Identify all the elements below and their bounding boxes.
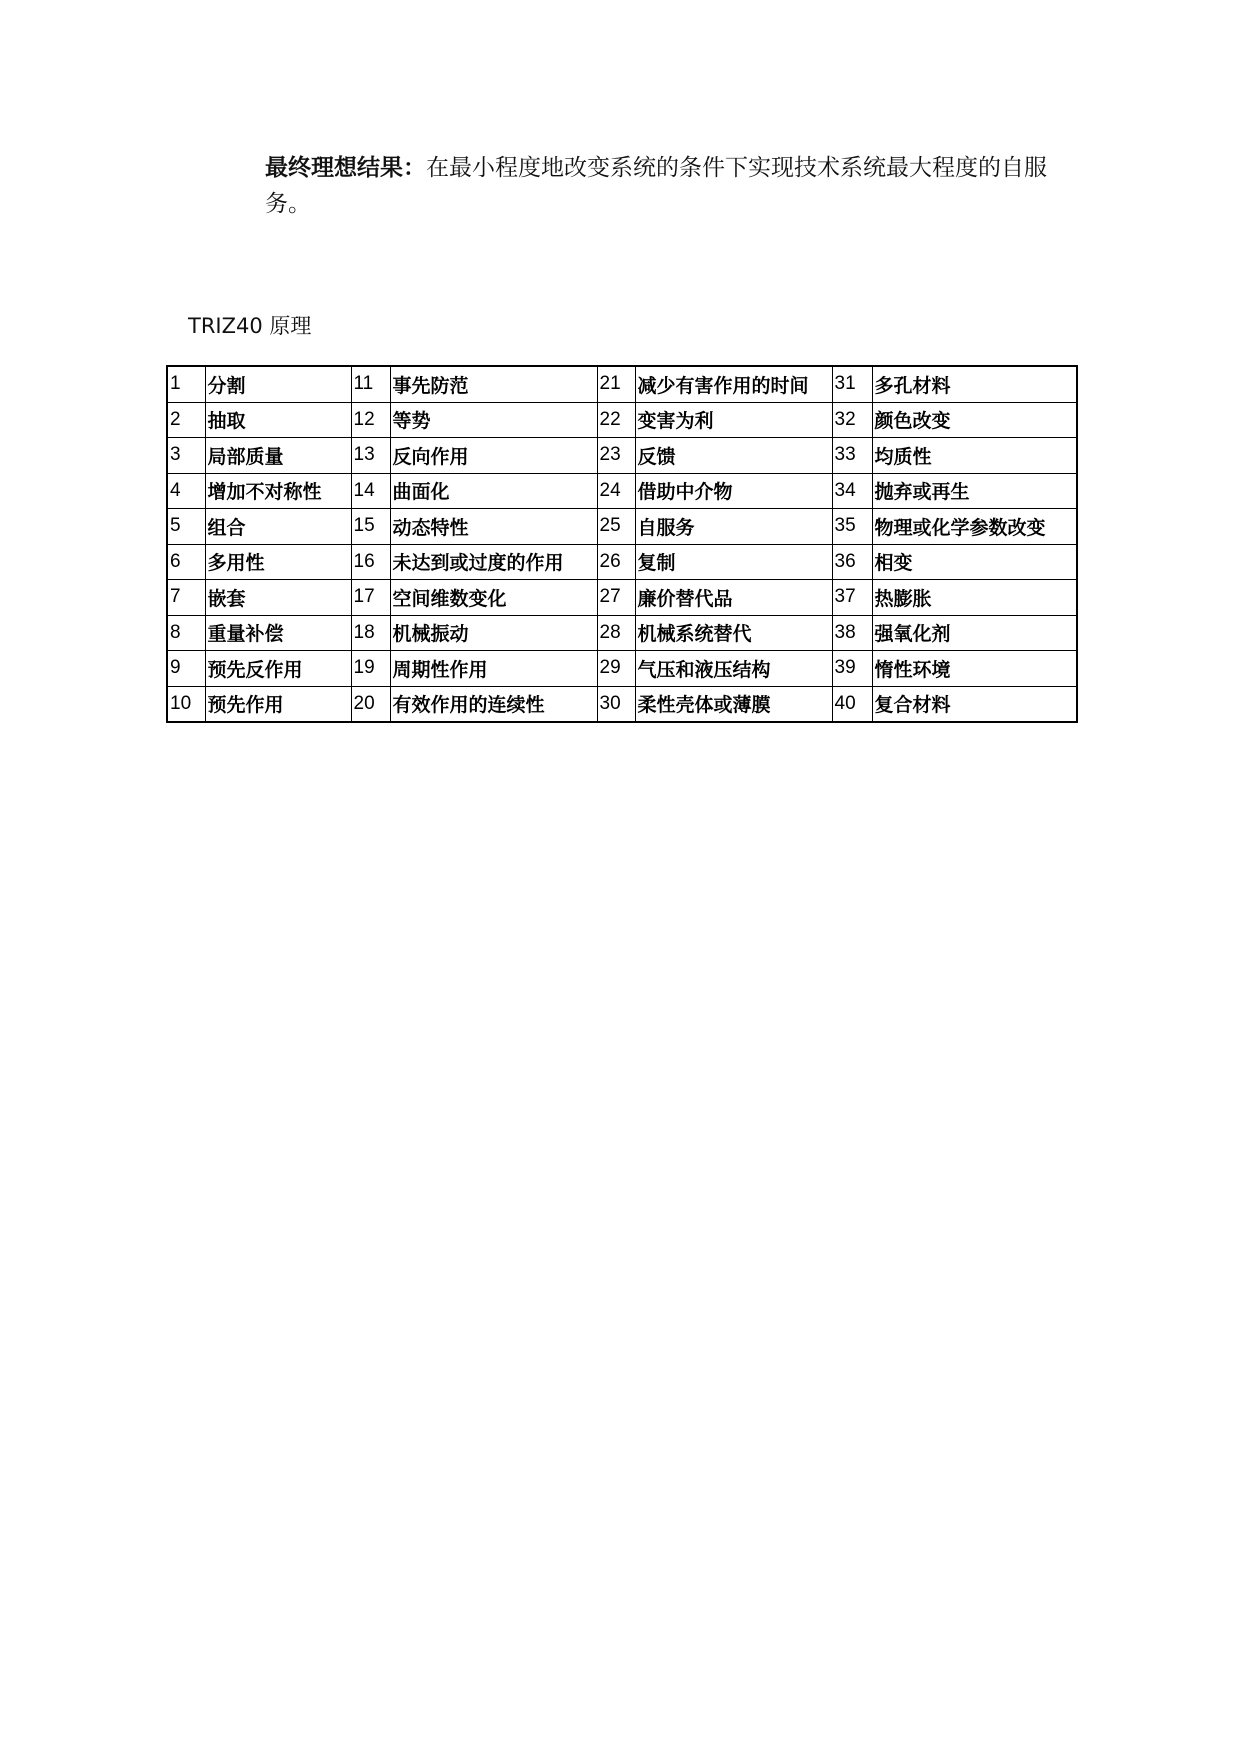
principle-number: 14 — [351, 473, 390, 509]
principle-name: 强氧化剂 — [872, 615, 1077, 651]
principle-number: 31 — [832, 366, 872, 402]
table-row — [167, 615, 1077, 651]
table-row — [167, 544, 1077, 580]
principle-name: 相变 — [872, 544, 1077, 580]
principle-number: 2 — [167, 402, 205, 438]
section-title: TRIZ40 原理 — [188, 314, 312, 338]
principle-name: 抽取 — [205, 402, 351, 438]
principle-name: 多用性 — [205, 544, 351, 580]
principle-number: 11 — [351, 366, 390, 402]
principle-name: 均质性 — [872, 438, 1077, 474]
principle-name: 惰性环境 — [872, 651, 1077, 687]
principle-number: 3 — [167, 438, 205, 474]
table-row — [167, 686, 1077, 722]
principle-number: 9 — [167, 651, 205, 687]
principle-number: 35 — [832, 509, 872, 545]
principle-name: 等势 — [390, 402, 597, 438]
principle-number: 32 — [832, 402, 872, 438]
principle-number: 29 — [597, 651, 635, 687]
principle-name: 物理或化学参数改变 — [872, 509, 1077, 545]
principle-name: 廉价替代品 — [635, 580, 832, 616]
principle-number: 17 — [351, 580, 390, 616]
principle-name: 气压和液压结构 — [635, 651, 832, 687]
principle-name: 自服务 — [635, 509, 832, 545]
principle-name: 柔性壳体或薄膜 — [635, 686, 832, 722]
principle-name: 减少有害作用的时间 — [635, 366, 832, 402]
principle-name: 空间维数变化 — [390, 580, 597, 616]
principle-number: 8 — [167, 615, 205, 651]
principle-name: 热膨胀 — [872, 580, 1077, 616]
principle-name: 动态特性 — [390, 509, 597, 545]
principle-number: 36 — [832, 544, 872, 580]
principle-name: 颜色改变 — [872, 402, 1077, 438]
principle-name: 事先防范 — [390, 366, 597, 402]
principle-number: 27 — [597, 580, 635, 616]
principle-number: 22 — [597, 402, 635, 438]
principle-number: 33 — [832, 438, 872, 474]
ideal-result-text: 在最小程度地改变系统的条件下实现技术系统最大程度的自服务。 — [265, 155, 1047, 217]
principle-name: 曲面化 — [390, 473, 597, 509]
principle-name: 机械振动 — [390, 615, 597, 651]
principle-number: 40 — [832, 686, 872, 722]
principle-name: 反向作用 — [390, 438, 597, 474]
ideal-result-paragraph — [265, 150, 1065, 222]
principle-number: 25 — [597, 509, 635, 545]
principle-number: 30 — [597, 686, 635, 722]
principle-name: 反馈 — [635, 438, 832, 474]
principle-number: 6 — [167, 544, 205, 580]
principle-name: 复合材料 — [872, 686, 1077, 722]
principle-name: 预先反作用 — [205, 651, 351, 687]
principle-number: 24 — [597, 473, 635, 509]
table-row — [167, 509, 1077, 545]
principle-number: 1 — [167, 366, 205, 402]
principle-number: 18 — [351, 615, 390, 651]
triz-principles-table — [166, 365, 1078, 723]
principle-name: 嵌套 — [205, 580, 351, 616]
principle-number: 15 — [351, 509, 390, 545]
principle-number: 23 — [597, 438, 635, 474]
principle-number: 28 — [597, 615, 635, 651]
principle-name: 借助中介物 — [635, 473, 832, 509]
principle-name: 预先作用 — [205, 686, 351, 722]
principle-name: 机械系统替代 — [635, 615, 832, 651]
principle-number: 20 — [351, 686, 390, 722]
principle-number: 5 — [167, 509, 205, 545]
principle-number: 19 — [351, 651, 390, 687]
table-row — [167, 366, 1077, 402]
principle-number: 38 — [832, 615, 872, 651]
principle-name: 增加不对称性 — [205, 473, 351, 509]
principle-number: 26 — [597, 544, 635, 580]
principle-name: 复制 — [635, 544, 832, 580]
principle-number: 39 — [832, 651, 872, 687]
principle-number: 12 — [351, 402, 390, 438]
principle-name: 多孔材料 — [872, 366, 1077, 402]
principle-name: 局部质量 — [205, 438, 351, 474]
principle-number: 16 — [351, 544, 390, 580]
principle-name: 变害为利 — [635, 402, 832, 438]
principle-number: 7 — [167, 580, 205, 616]
table-row — [167, 438, 1077, 474]
table-row — [167, 580, 1077, 616]
principle-number: 21 — [597, 366, 635, 402]
principle-name: 未达到或过度的作用 — [390, 544, 597, 580]
principle-name: 重量补偿 — [205, 615, 351, 651]
principle-name: 抛弃或再生 — [872, 473, 1077, 509]
principle-name: 周期性作用 — [390, 651, 597, 687]
table-row — [167, 402, 1077, 438]
principle-number: 37 — [832, 580, 872, 616]
ideal-result-label: 最终理想结果： — [265, 155, 426, 181]
principle-number: 13 — [351, 438, 390, 474]
table-row — [167, 473, 1077, 509]
table-row — [167, 651, 1077, 687]
principle-number: 10 — [167, 686, 205, 722]
principle-name: 有效作用的连续性 — [390, 686, 597, 722]
principle-name: 组合 — [205, 509, 351, 545]
principle-number: 34 — [832, 473, 872, 509]
principle-number: 4 — [167, 473, 205, 509]
principle-name: 分割 — [205, 366, 351, 402]
